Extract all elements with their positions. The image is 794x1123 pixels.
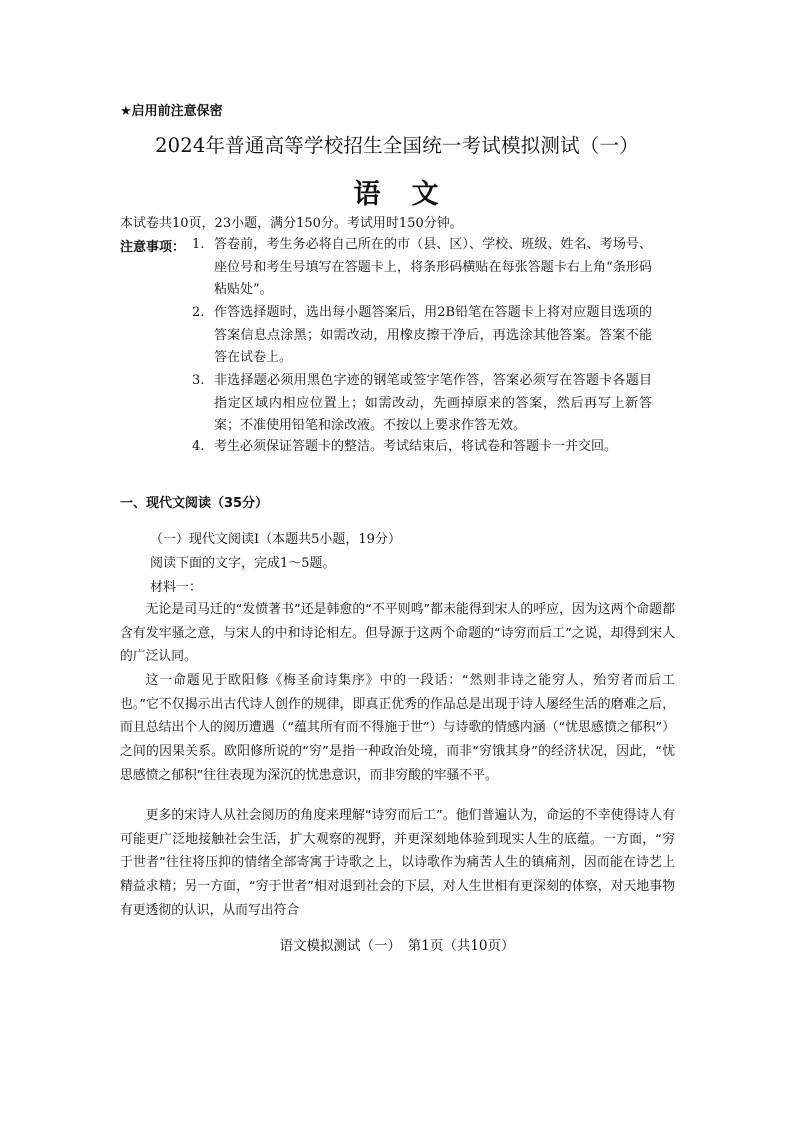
exam-intro: 本试卷共10页，23小题，满分150分。考试用时150分钟。 [120, 216, 463, 231]
notice-item-text: 考生必须保证答题卡的整洁。考试结束后，将试卷和答题卡一并交回。 [214, 439, 618, 454]
page-footer: 语文模拟测试（一） 第1页（共10页） [279, 938, 515, 954]
exam-title: 2024年普通高等学校招生全国统一考试模拟测试（一） [155, 134, 639, 157]
body-paragraph: 这一命题见于欧阳修《梅圣俞诗集序》中的一段话：“然则非诗之能穷人，殆穷者而后工也。”它不仅揭示出古代诗人创作的规律，即真正优秀的作品总是出现于诗人屡经生活的磨难之后，而且总结出个人的阅历遭遇（“蕴其所有而不得施于世”）与诗歌的情感内涵（“忧思感愤之郁积”）之间的因果关系。欧阳修所说的“穷”是指一种政治处境，而非“穷饿其身”的经济状况，因此，“忧思感愤之郁积”往往表现为深沉的忧患意识，而非穷酸的牢骚不平。 [120, 673, 675, 783]
sub-section-heading: （一）现代文阅读Ⅰ（本题共5小题，19分） [150, 532, 401, 547]
confidential-notice: ★启用前注意保密 [120, 104, 223, 119]
material-label: 材料一： [150, 580, 203, 595]
notice-item-number: 4. [192, 439, 205, 454]
notice-item-number: 2. [192, 305, 205, 320]
notice-item-text: 非选择题必须用黑色字迹的钢笔或签字笔作答，答案必须写在答题卡各题目指定区域内相应位置上；如需改动，先画掉原来的答案，然后再写上新答案；不准使用铅笔和涂改液。不按以上要求作答无效。 [214, 373, 652, 433]
body-paragraph: 更多的宋诗人从社会阅历的角度来理解“诗穷而后工”。他们普遍认为，命运的不幸使得诗人有可能更广泛地接触社会生活，扩大观察的视野，并更深刻地体验到现实人生的底蕴。一方面，“穷于世者”往往将压抑的情绪全部寄寓于诗歌之上，以诗歌作为痛苦人生的镇痛剂，因而能在诗艺上精益求精；另一方面，“穷于世者”相对退到社会的下层，对人生世相有更深刻的体察，对天地事物有更透彻的认识，从而写出符合 [120, 808, 675, 918]
notice-item-text: 作答选择题时，选出每小题答案后，用2B铅笔在答题卡上将对应题目选项的答案信息点涂黑；如需改动，用橡皮擦干净后，再选涂其他答案。答案不能答在试卷上。 [214, 305, 652, 365]
notice-item-number: 3. [192, 373, 205, 388]
reading-instruction: 阅读下面的文字，完成1～5题。 [150, 556, 336, 571]
notice-item-text: 答卷前，考生务必将自己所在的市（县、区）、学校、班级、姓名、考场号、座位号和考生号填写在答题卡上，将条形码横贴在每张答题卡右上角“条形码粘贴处”。 [214, 237, 652, 297]
notice-item-number: 1. [192, 237, 205, 252]
notice-item [192, 370, 652, 438]
notice-item [192, 302, 652, 370]
notice-label: 注意事项： [120, 240, 186, 255]
section-heading: 一、现代文阅读（35分） [120, 496, 269, 511]
notice-item [192, 234, 652, 302]
subject-title: 语 文 [353, 179, 441, 210]
notice-item [192, 436, 652, 459]
body-paragraph: 无论是司马迁的“发愤著书”还是韩愈的“不平则鸣”都未能得到宋人的呼应，因为这两个命题都含有发牢骚之意，与宋人的中和诗论相左。但导源于这两个命题的“诗穷而后工”之说，却得到宋人的广泛认同。 [120, 602, 675, 665]
